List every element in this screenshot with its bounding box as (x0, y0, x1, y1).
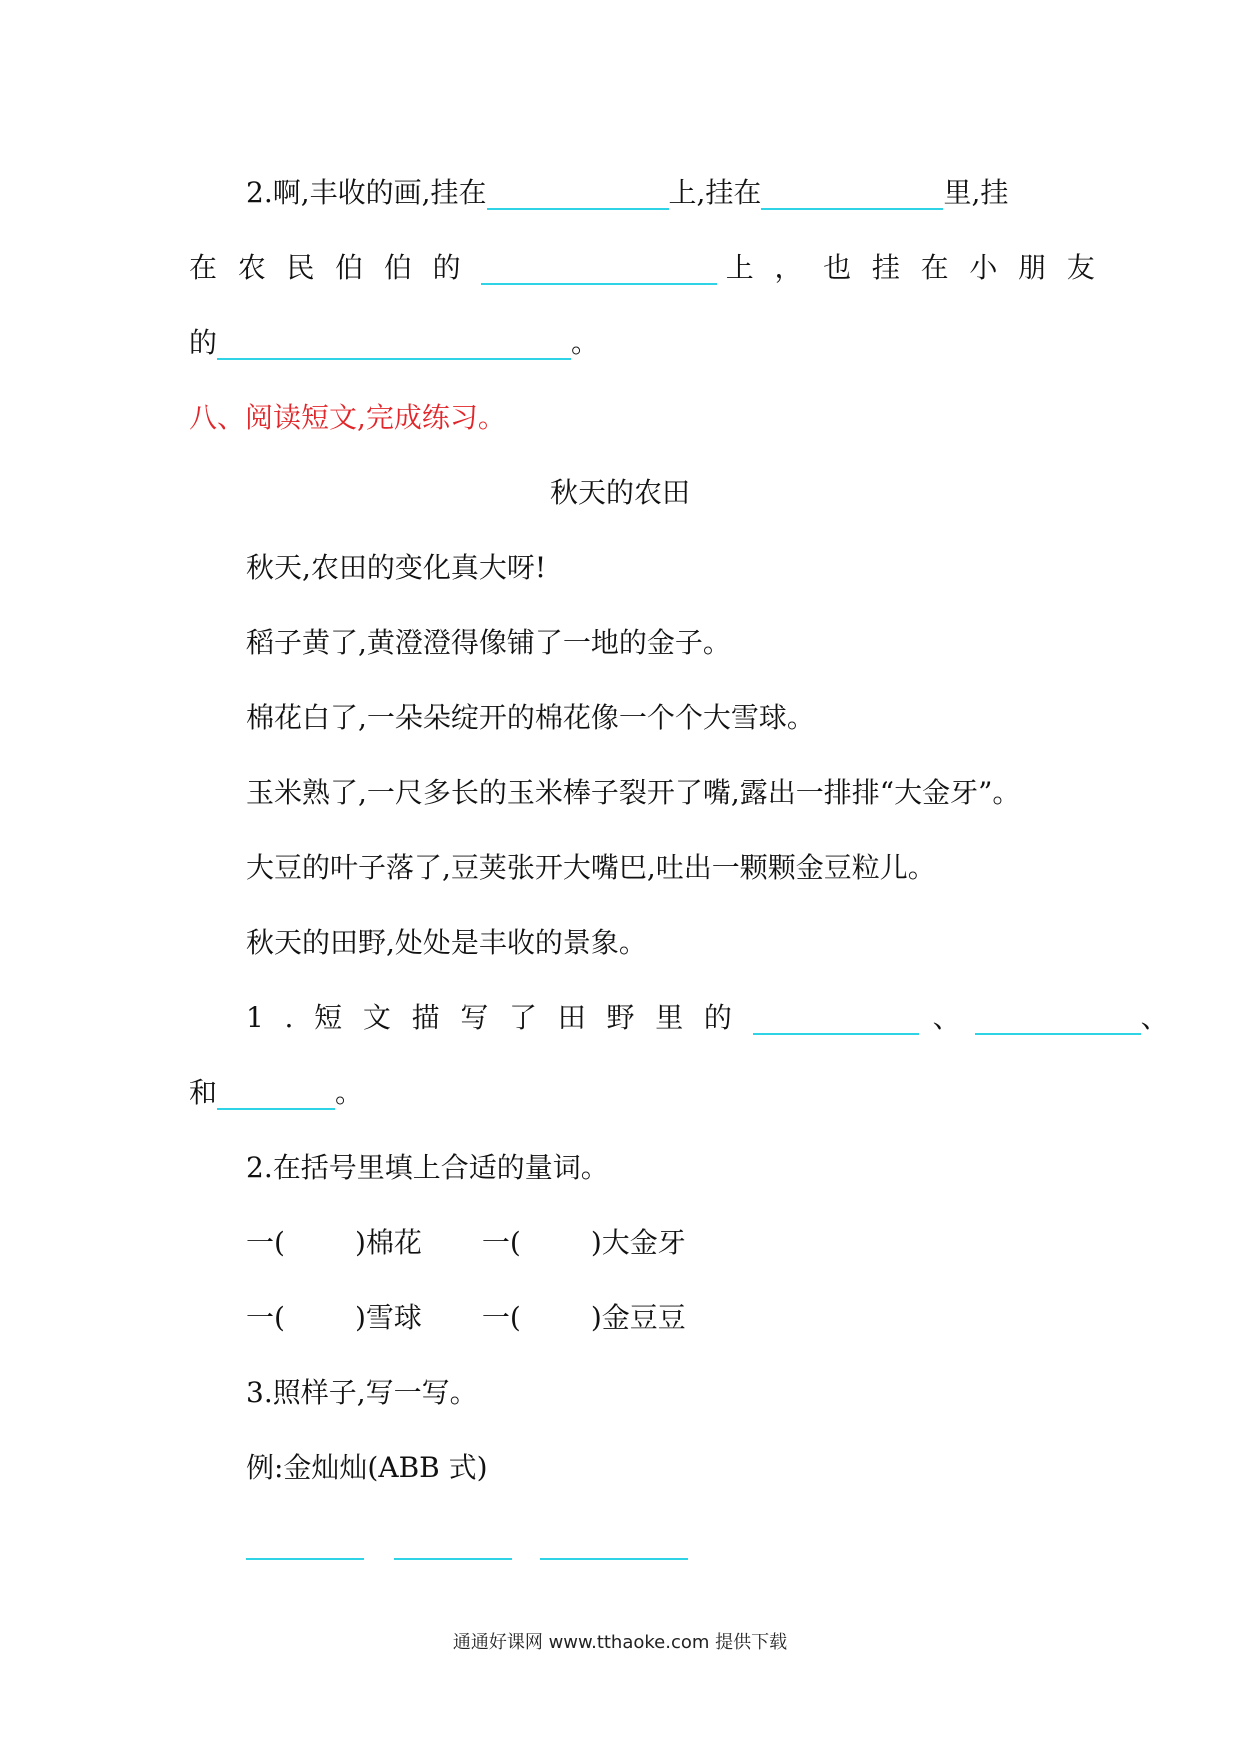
fill-blank[interactable] (217, 1068, 335, 1110)
q1-line-1 (246, 993, 1169, 1043)
fill-blank[interactable] (487, 168, 669, 210)
fill-blank[interactable] (761, 168, 943, 210)
q1-end: 。 (335, 1076, 364, 1109)
q7-2-line-2 (189, 243, 1139, 293)
passage-title: 秋天的农田 (549, 476, 690, 509)
fill-blank[interactable] (975, 993, 1141, 1035)
measure-word-suffix: )大金牙 (590, 1226, 686, 1259)
passage-paragraph: 秋天,农田的变化真大呀! (246, 551, 547, 584)
passage-paragraph: 棉花白了,一朵朵绽开的棉花像一个个大雪球。 (246, 701, 815, 734)
q7-2-text-f: 的 (189, 326, 218, 359)
q2-row-2 (246, 1293, 1146, 1343)
answer-blank-2[interactable] (394, 1518, 512, 1560)
q7-2-line-3 (189, 318, 1139, 368)
fill-blank[interactable] (481, 243, 717, 285)
measure-word-prefix: 一( (246, 1226, 285, 1259)
q7-2-text-c: 里,挂 (943, 176, 1009, 209)
fill-blank[interactable] (217, 318, 571, 360)
measure-word-prefix: 一( (481, 1301, 521, 1334)
passage-paragraph: 稻子黄了,黄澄澄得像铺了一地的金子。 (246, 626, 731, 659)
measure-word-suffix: )金豆豆 (590, 1301, 686, 1334)
measure-word-suffix: )棉花 (354, 1226, 422, 1259)
passage-paragraph: 大豆的叶子落了,豆荚张开大嘴巴,吐出一颗颗金豆粒儿。 (246, 851, 936, 884)
q1-separator: 、 (1140, 1001, 1169, 1034)
q1-line-2 (189, 1068, 1139, 1118)
answer-blank-1[interactable] (246, 1518, 364, 1560)
fill-blank[interactable] (753, 993, 919, 1035)
measure-word-prefix: 一( (246, 1301, 285, 1334)
answer-blank-3[interactable] (540, 1518, 688, 1560)
q3-prompt: 3.照样子,写一写。 (246, 1376, 478, 1409)
q1-text-and: 和 (189, 1076, 218, 1109)
q7-2-text-b: 上,挂在 (668, 176, 762, 209)
page-footer: 通通好课网 www.tthaoke.com 提供下载 (452, 1632, 788, 1653)
section-heading: 八、阅读短文,完成练习。 (189, 401, 506, 434)
q7-2-line-1 (246, 168, 1146, 218)
measure-word-prefix: 一( (481, 1226, 521, 1259)
q7-2-text-d: 在农民伯伯的 (189, 251, 482, 284)
q2-row-1 (246, 1218, 1146, 1268)
q7-2-text-e: 上，也挂在小朋友 (725, 251, 1116, 284)
measure-word-suffix: )雪球 (354, 1301, 422, 1334)
q1-separator: 、 (932, 1001, 961, 1034)
passage-paragraph: 玉米熟了,一尺多长的玉米棒子裂开了嘴,露出一排排“大金牙”。 (246, 776, 1021, 809)
q1-text: 1.短文描写了田野里的 (246, 1001, 753, 1034)
q7-2-text-a: 2.啊,丰收的画,挂在 (246, 176, 487, 209)
q3-example: 例:金灿灿(ABB 式) (246, 1451, 488, 1484)
q2-prompt: 2.在括号里填上合适的量词。 (246, 1151, 609, 1184)
passage-paragraph: 秋天的田野,处处是丰收的景象。 (246, 926, 647, 959)
q7-2-text-g: 。 (571, 326, 600, 359)
